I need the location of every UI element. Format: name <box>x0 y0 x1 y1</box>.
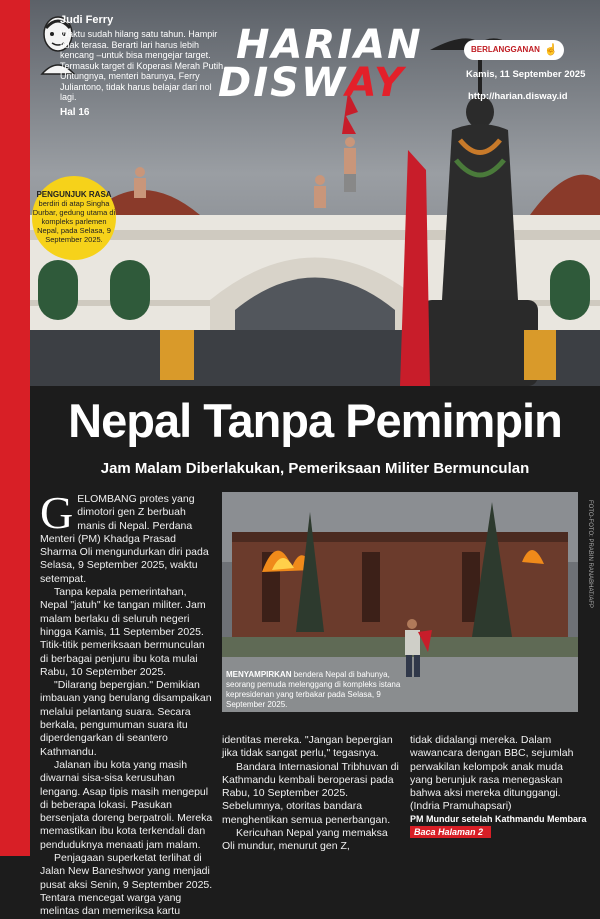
hero-photo <box>30 0 600 386</box>
photo-credit: FOTO-FOTO: PRABIN RANABHAT/AFP <box>587 500 593 609</box>
drop-cap: G <box>40 487 74 538</box>
article-column-2 <box>222 734 400 853</box>
article-paragraph: Bandara Internasional Tribhuvan di Kathmandu kembali beroperasi pada Rabu, 10 September 2025. Sebelumnya, otoritas bandara menghentikan semua penerbangan. <box>222 760 399 826</box>
columnist-excerpt: Waktu sudah hilang satu tahun. Hampir tidak terasa. Berarti lari harus lebih kencang –untuk bisa mengejar target. Termasuk target di Koperasi Merah Putih. Untungnya, menteri barunya, Ferry Juliantono, tidak harus belajar dari nol lagi. <box>60 29 226 102</box>
article-paragraph: tidak didalangi mereka. Dalam wawancara dengan BBC, sejumlah perwakilan kelompok anak muda yang berunjuk rasa menegaskan bahwa aksi mereka ditunggangi. (Indria Pramuhapsari) <box>410 734 574 813</box>
article-column-3 <box>410 734 588 814</box>
article-paragraph: GELOMBANG protes yang dimotori gen Z berbuah manis di Nepal. Perdana Menteri (PM) Khadga Prasad Sharma Oli mengundurkan diri pada Selasa, 9 September 2025, waktu setempat. <box>40 487 209 585</box>
issue-date: Kamis, 11 September 2025 <box>466 69 586 80</box>
photo-caption: MENYAMPIRKAN bendera Nepal di bahunya, seorang pemuda melenggang di kompleks istana kepresidenan yang terbakar pada Selasa, 9 September 2025. <box>226 670 401 709</box>
pointer-hand-icon: ☝ <box>544 44 558 56</box>
article-paragraph: Tanpa kepala pemerintahan, Nepal "jatuh" ke tangan militer. Jam malam berlaku di seluruh negeri hingga Kamis, 11 September 2025. Titik-titik pemeriksaan bermunculan di berbagai penjuru ibu kota mulai Rabu, 10 September 2025. <box>40 586 206 678</box>
columnist-page-ref[interactable]: Hal 16 <box>60 107 90 118</box>
article-paragraph: "Dilarang bepergian." Demikian imbauan yang berulang disampaikan melalui pelantang suara. Secara berkala, pengumuman suara itu diperdengarkan di seantero Kathmandu. <box>40 679 212 758</box>
website-url[interactable]: http://harian.disway.id <box>468 91 568 102</box>
logo-word-harian: HARIAN <box>236 22 423 68</box>
badge-text: berdiri di atap Singha Durbar, gedung utama di kompleks parlemen Nepal, pada Selasa, 9 September 2025. <box>32 199 116 244</box>
columnist-box <box>38 12 238 122</box>
article-paragraph: Penjagaan superketat terlihat di Jalan New Baneshwor yang menjadi pusat aksi Senin, 9 September 2025. Tentara mencegat warga yang melintas dan memeriksa kartu <box>40 852 213 918</box>
headline: Nepal Tanpa Pemimpin <box>68 394 562 447</box>
harian-disway-logo[interactable] <box>218 22 458 106</box>
logo-word-disway: DISWAY <box>218 60 405 106</box>
badge-title: PENGUNJUK RASA <box>36 190 112 199</box>
hero-caption-badge <box>32 176 116 260</box>
left-red-bar <box>0 0 30 856</box>
article-paragraph: Jalanan ibu kota yang masih diwarnai sisa-sisa kerusuhan lengang. Asap tipis masih mengepul di beberapa lokasi. Pasukan bersenjata doreng berpatroli. Mereka memastikan ibu kota terkendali dan penduduknya menaati jam malam. <box>40 758 213 851</box>
related-teaser[interactable]: PM Mundur setelah Kathmandu Membara <box>410 814 587 824</box>
subscribe-button[interactable] <box>464 40 564 60</box>
article-column-1 <box>40 487 215 918</box>
subheadline: Jam Malam Diberlakukan, Pemeriksaan Militer Bermunculan <box>100 460 530 477</box>
subscribe-label: BERLANGGANAN <box>471 45 540 54</box>
article-paragraph: identitas mereka. "Jangan bepergian jika tidak sangat perlu," tegasnya. <box>222 734 393 760</box>
read-more-link[interactable]: Baca Halaman 2 <box>410 826 491 838</box>
article-paragraph: Kericuhan Nepal yang memaksa Oli mundur, menurut gen Z, <box>222 827 388 853</box>
columnist-name: Judi Ferry <box>60 14 114 26</box>
